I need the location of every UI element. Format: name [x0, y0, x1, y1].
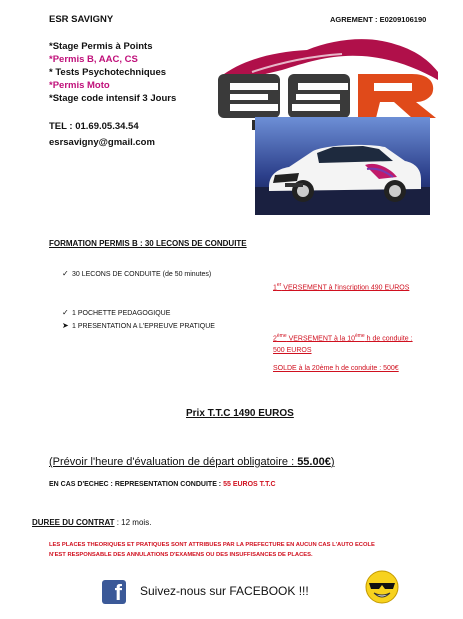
- payment-second: 2ème VERSEMENT à la 10ème h de conduite :: [273, 333, 413, 343]
- evaluation-note: (Prévoir l'heure d'évaluation de départ obligatoire : 55.00€): [49, 456, 335, 468]
- checkmark-icon: ➤: [62, 321, 69, 330]
- total-price: Prix T.T.C 1490 EUROS: [186, 408, 294, 419]
- formation-item-label: 1 PRESENTATION A L'EPREUVE PRATIQUE: [72, 323, 215, 330]
- payment-balance: SOLDE à la 20ème h de conduite : 500€: [273, 365, 399, 372]
- payment-first: 1er VERSEMENT à l'inscription 490 EUROS: [273, 282, 410, 292]
- disclaimer-line: N'EST RESPONSABLE DES ANNULATIONS D'EXAMENS OU DES INSUFFISANCES DE PLACES.: [49, 552, 313, 558]
- evaluation-amount: 55.00€: [297, 456, 331, 468]
- formation-title: FORMATION PERMIS B : 30 LECONS DE CONDUITE: [49, 239, 247, 248]
- failure-fee-amount: 55 EUROS T.T.C: [223, 481, 276, 488]
- esr-letters: [218, 74, 436, 118]
- school-name: ESR SAVIGNY: [49, 14, 114, 25]
- contract-duration: DUREE DU CONTRAT : 12 mois.: [32, 518, 152, 527]
- offer-code-intensif: *Stage code intensif 3 Jours: [49, 93, 177, 104]
- formation-item-label: 1 POCHETTE PEDAGOGIQUE: [72, 310, 171, 317]
- formation-item-pochette: [62, 308, 170, 317]
- formation-item-label: 30 LECONS DE CONDUITE (de 50 minutes): [72, 271, 212, 278]
- offer-permis-b: *Permis B, AAC, CS: [49, 54, 138, 65]
- facebook-icon[interactable]: f: [102, 580, 126, 604]
- cool-smiley-icon: [364, 569, 400, 605]
- payment-second-amount: 500 EUROS: [273, 347, 312, 354]
- email: esrsavigny@gmail.com: [49, 137, 155, 148]
- offer-tests: * Tests Psychotechniques: [49, 67, 167, 78]
- phone: TEL : 01.69.05.34.54: [49, 121, 139, 132]
- checkmark-icon: ✓: [62, 308, 69, 317]
- formation-item-lessons: [62, 269, 211, 278]
- failure-fee: EN CAS D'ECHEC : REPRESENTATION CONDUITE : 55 EUROS T.T.C: [49, 481, 276, 488]
- formation-item-presentation: [62, 321, 215, 330]
- disclaimer: [49, 540, 375, 560]
- checkmark-icon: ✓: [62, 269, 69, 278]
- offer-stage-points: *Stage Permis à Points: [49, 41, 153, 52]
- offer-moto: *Permis Moto: [49, 80, 110, 91]
- facebook-follow-text[interactable]: Suivez-nous sur FACEBOOK !!!: [140, 584, 309, 598]
- header-block: [49, 13, 176, 149]
- agrement-number: AGREMENT : E0209106190: [330, 15, 427, 24]
- disclaimer-line: LES PLACES THEORIQUES ET PRATIQUES SONT ATTRIBUES PAR LA PREFECTURE EN AUCUN CAS L'AUTO ECOLE: [49, 542, 375, 548]
- car-photo: [255, 117, 430, 215]
